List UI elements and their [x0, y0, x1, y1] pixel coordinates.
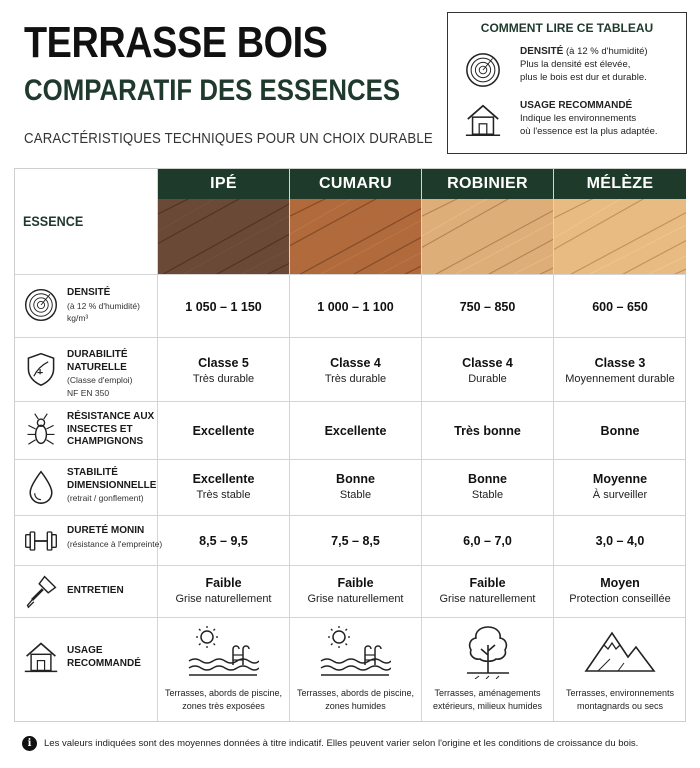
house-icon	[23, 639, 59, 675]
cell-density-meleze: 600 – 650	[592, 300, 648, 314]
divider	[15, 565, 685, 566]
tree-icon	[459, 623, 517, 679]
cell-hardness-meleze: 3,0 – 4,0	[595, 534, 645, 548]
wood-sample-cumaru	[290, 199, 421, 274]
cell-hardness-robinier: 6,0 – 7,0	[463, 534, 512, 548]
row-label-stability: STABILITÉ DIMENSIONNELLE (retrait / gonflement)	[67, 467, 157, 503]
comparison-table	[14, 168, 686, 722]
cell-hardness-ipe: 8,5 – 9,5	[199, 534, 248, 548]
cell-maintenance-meleze: Moyen Protection conseillée	[569, 576, 671, 605]
row-label-usage: USAGE RECOMMANDÉ	[67, 645, 141, 669]
shield-icon	[23, 351, 59, 387]
cell-durability-ipe: Classe 5 Très durable	[192, 356, 255, 385]
pool-icon	[187, 625, 259, 677]
cell-density-ipe: 1 050 – 1 150	[185, 300, 262, 314]
dumbbell-icon	[23, 523, 59, 559]
insect-icon	[23, 411, 59, 447]
divider	[15, 274, 685, 275]
pool-icon	[319, 625, 391, 677]
divider	[15, 401, 685, 402]
wood-sample-robinier	[422, 199, 553, 274]
cell-stability-ipe: Excellente Très stable	[192, 472, 255, 501]
drop-icon	[23, 469, 59, 505]
row-label-resistance: RÉSISTANCE AUX INSECTES ET CHAMPIGNONS	[67, 411, 155, 447]
cell-durability-cumaru: Classe 4 Très durable	[324, 356, 387, 385]
cell-resistance-ipe: Excellente	[192, 424, 255, 438]
mountain-icon	[584, 627, 656, 677]
column-header-meleze	[554, 169, 686, 274]
cell-maintenance-robinier: Faible Grise naturellement	[439, 576, 536, 605]
row-label-durability: DURABILITÉ NATURELLE (Classe d'emploi) NF EN 350	[67, 349, 133, 398]
column-title: MÉLÈZE	[554, 169, 686, 199]
divider	[15, 459, 685, 460]
cell-maintenance-cumaru: Faible Grise naturellement	[307, 576, 404, 605]
cell-maintenance-ipe: Faible Grise naturellement	[175, 576, 272, 605]
cell-usage-meleze: Terrasses, environnements montagnards ou secs	[565, 688, 675, 711]
legend-box	[447, 12, 687, 154]
column-title: IPÉ	[158, 169, 289, 199]
row-label-density: DENSITÉ (à 12 % d'humidité) kg/m³	[67, 287, 140, 323]
cell-resistance-cumaru: Excellente	[324, 424, 387, 438]
divider	[15, 617, 685, 618]
legend-item-usage: USAGE RECOMMANDÉ Indique les environnements où l'essence est la plus adaptée.	[520, 100, 658, 137]
cell-density-robinier: 750 – 850	[459, 300, 516, 314]
cell-durability-robinier: Classe 4 Durable	[462, 356, 513, 385]
wood-sample-meleze	[554, 199, 686, 274]
wood-rings-icon	[23, 287, 59, 323]
cell-hardness-cumaru: 7,5 – 8,5	[331, 534, 380, 548]
row-label-hardness: DURETÉ MONIN (résistance à l'empreinte)	[67, 525, 163, 549]
cell-durability-meleze: Classe 3 Moyennement durable	[565, 356, 675, 385]
cell-stability-robinier: Bonne Stable	[468, 472, 507, 501]
column-header-ipe	[158, 169, 289, 274]
footnote: Les valeurs indiquées sont des moyennes données à titre indicatif. Elles peuvent varier selon l'origine et les conditions de croissance du bois.	[44, 738, 639, 749]
column-title: ROBINIER	[422, 169, 553, 199]
page-subtitle: COMPARATIF DES ESSENCES	[24, 74, 401, 107]
cell-usage-ipe: Terrasses, abords de piscine, zones très exposées	[164, 688, 283, 711]
cell-stability-meleze: Moyenne À surveiller	[592, 472, 648, 501]
essence-label: ESSENCE	[23, 213, 84, 229]
page-tagline: CARACTÉRISTIQUES TECHNIQUES POUR UN CHOIX DURABLE	[24, 130, 433, 147]
wood-rings-icon	[464, 51, 502, 89]
page-title: TERRASSE BOIS	[24, 18, 328, 67]
cell-resistance-robinier: Très bonne	[454, 424, 521, 438]
divider	[15, 337, 685, 338]
column-header-robinier	[422, 169, 553, 274]
cell-usage-robinier: Terrasses, aménagements extérieurs, milieux humides	[432, 688, 543, 711]
info-icon: i	[22, 736, 37, 751]
cell-stability-cumaru: Bonne Stable	[336, 472, 375, 501]
wood-sample-ipe	[158, 199, 289, 274]
brush-icon	[23, 573, 59, 609]
column-header-cumaru	[290, 169, 421, 274]
divider	[15, 515, 685, 516]
legend-title: COMMENT LIRE CE TABLEAU	[480, 21, 654, 35]
house-icon	[464, 101, 502, 139]
cell-usage-cumaru: Terrasses, abords de piscine, zones humides	[296, 688, 415, 711]
column-title: CUMARU	[290, 169, 421, 199]
cell-density-cumaru: 1 000 – 1 100	[317, 300, 394, 314]
legend-item-density: DENSITÉ (à 12 % d'humidité) Plus la densité est élevée, plus le bois est dur et durable.	[520, 46, 648, 83]
row-label-maintenance: ENTRETIEN	[67, 585, 124, 596]
cell-resistance-meleze: Bonne	[600, 424, 640, 438]
